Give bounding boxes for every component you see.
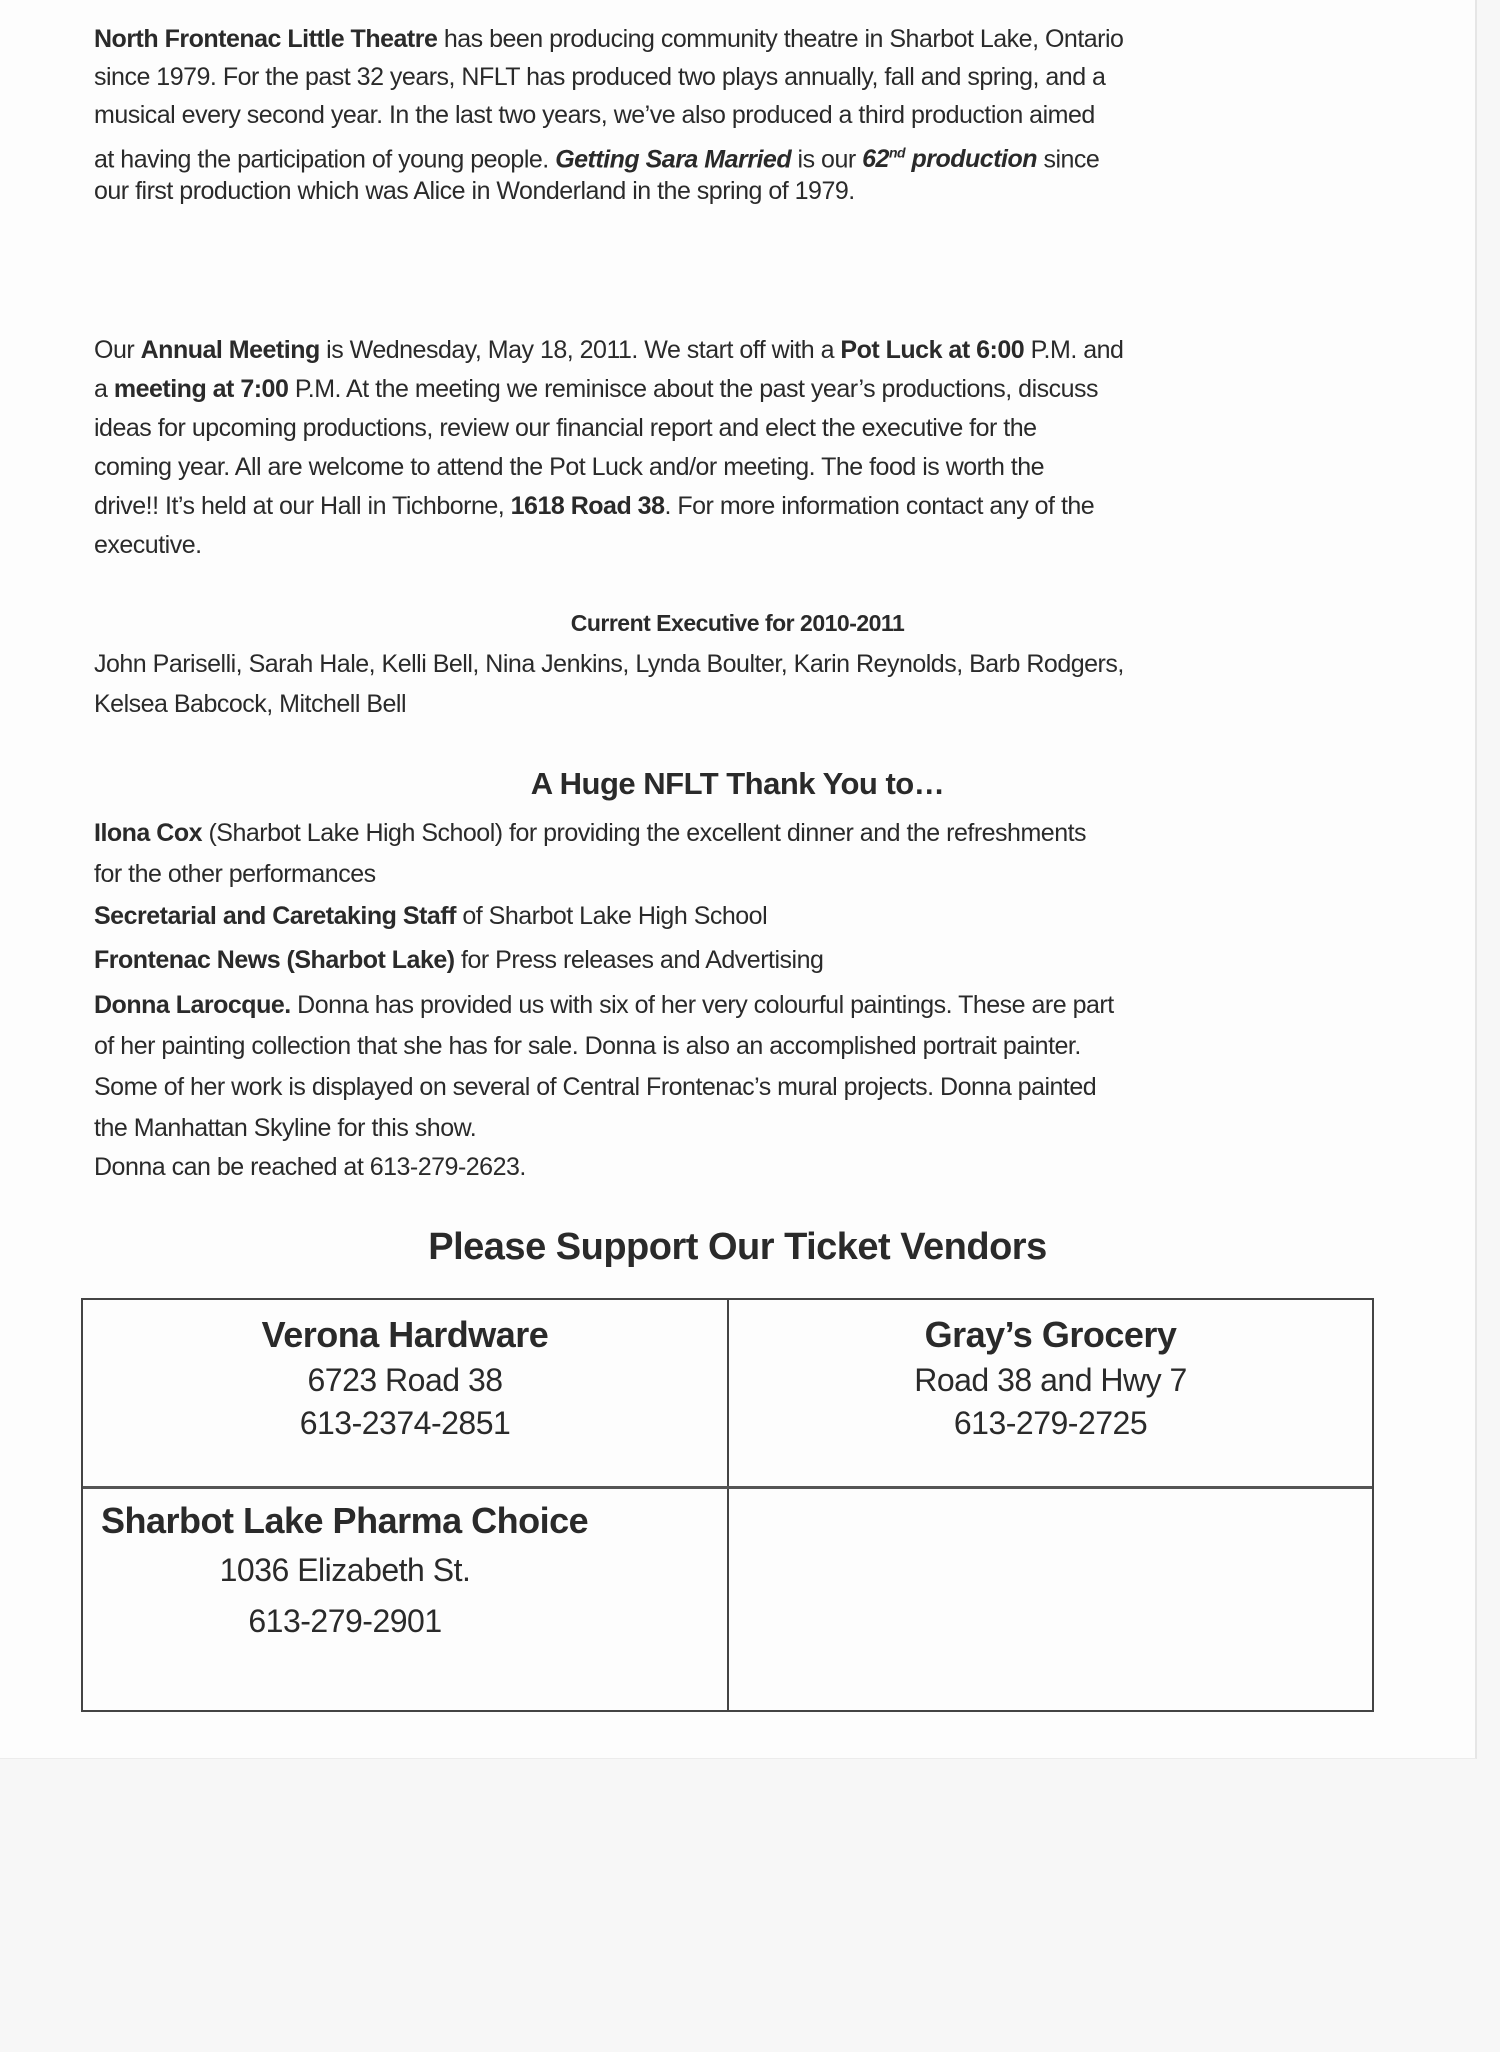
meeting-line: coming year. All are welcome to attend the Pot Luck and/or meeting. The food is worth the (94, 453, 1045, 481)
org-name: North Frontenac Little Theatre (94, 25, 438, 53)
intro-line (94, 138, 1099, 174)
vendor-cell (83, 1500, 727, 1640)
meeting-text: drive!! It’s held at our Hall in Tichborne, (94, 492, 511, 520)
vendor-name: Sharbot Lake Pharma Choice (101, 1500, 589, 1541)
meeting-text: P.M. At the meeting we reminisce about the past year’s productions, discuss (288, 375, 1099, 403)
thanks-item-donna-cont: of her painting collection that she has for sale. Donna is also an accomplished portrait painter. (94, 1032, 1081, 1060)
intro-line: musical every second year. In the last two years, we’ve also produced a third production aimed (94, 101, 1095, 129)
ordinal-suffix: nd (888, 145, 906, 161)
vendors-heading: Please Support Our Ticket Vendors (428, 1226, 1047, 1268)
vendor-phone: 613-279-2725 (953, 1405, 1148, 1441)
intro-text: since (1037, 145, 1100, 174)
thanks-name: Frontenac News (Sharbot Lake) (94, 946, 455, 974)
thanks-item-news (94, 945, 823, 975)
meeting-line: ideas for upcoming productions, review our financial report and elect the executive for the (94, 414, 1037, 442)
thanks-text: of Sharbot Lake High School (455, 902, 768, 930)
thanks-item-donna (94, 990, 1114, 1020)
meeting-time: meeting at 7:00 (113, 375, 289, 403)
thanks-item-ilona (94, 818, 1086, 848)
production-number: 62 (862, 145, 889, 174)
intro-line: our first production which was Alice in Wonderland in the spring of 1979. (94, 177, 855, 205)
meeting-line (94, 335, 1123, 365)
thanks-item-staff (94, 901, 767, 931)
intro-line: since 1979. For the past 32 years, NFLT has produced two plays annually, fall and spring, and a (94, 63, 1106, 91)
thanks-name: Ilona Cox (94, 819, 203, 847)
meeting-line (94, 491, 1094, 521)
executive-names: Kelsea Babcock, Mitchell Bell (94, 690, 407, 718)
table-divider (83, 1486, 1372, 1489)
intro-text: has been producing community theatre in Sharbot Lake, Ontario (437, 25, 1124, 53)
thanks-text: Donna has provided us with six of her very colourful paintings. These are part (290, 991, 1114, 1019)
meeting-date-text: is Wednesday, May 18, 2011. We start off with a (319, 336, 841, 364)
meeting-text: a (94, 375, 114, 403)
meeting-line: executive. (94, 531, 202, 559)
play-title: Getting Sara Married (555, 145, 792, 174)
thanks-text: for Press releases and Advertising (454, 946, 824, 974)
vendor-address: 1036 Elizabeth St. (219, 1552, 471, 1588)
vendor-address: Road 38 and Hwy 7 (914, 1362, 1187, 1398)
vendor-phone: 613-2374-2851 (299, 1405, 511, 1441)
thanks-heading: A Huge NFLT Thank You to… (530, 766, 945, 801)
vendor-cell (83, 1314, 727, 1442)
meeting-text: . For more information contact any of the (664, 492, 1095, 520)
hall-address: 1618 Road 38 (510, 492, 665, 520)
vendor-cell (729, 1314, 1372, 1442)
vendor-address: 6723 Road 38 (307, 1362, 503, 1398)
pot-luck-time: Pot Luck at 6:00 (840, 336, 1025, 364)
vendor-name: Gray’s Grocery (924, 1314, 1177, 1355)
thanks-text: (Sharbot Lake High School) for providing the excellent dinner and the refreshments (202, 819, 1087, 847)
annual-meeting-label: Annual Meeting (140, 336, 320, 364)
intro-text: at having the participation of young people. (94, 145, 556, 174)
vendors-table (81, 1298, 1374, 1712)
meeting-text: P.M. and (1024, 336, 1124, 364)
thanks-name: Donna Larocque. (94, 991, 291, 1019)
thanks-item-ilona-cont: for the other performances (94, 860, 376, 888)
donna-contact: Donna can be reached at 613-279-2623. (94, 1153, 526, 1181)
intro-text: is our (791, 145, 863, 174)
thanks-name: Secretarial and Caretaking Staff (94, 902, 456, 930)
meeting-line (94, 374, 1098, 404)
meeting-text: Our (94, 336, 141, 364)
vendor-phone: 613-279-2901 (248, 1603, 442, 1639)
executive-names: John Pariselli, Sarah Hale, Kelli Bell, Nina Jenkins, Lynda Boulter, Karin Reynolds, Barb Rodgers, (94, 650, 1124, 678)
production-label: production (905, 145, 1038, 174)
thanks-item-donna-cont: Some of her work is displayed on several of Central Frontenac’s mural projects. Donna painted (94, 1073, 1097, 1101)
executive-heading: Current Executive for 2010-2011 (570, 610, 905, 636)
thanks-item-donna-cont: the Manhattan Skyline for this show. (94, 1114, 477, 1142)
intro-line (94, 24, 1123, 54)
vendor-name: Verona Hardware (261, 1314, 549, 1355)
